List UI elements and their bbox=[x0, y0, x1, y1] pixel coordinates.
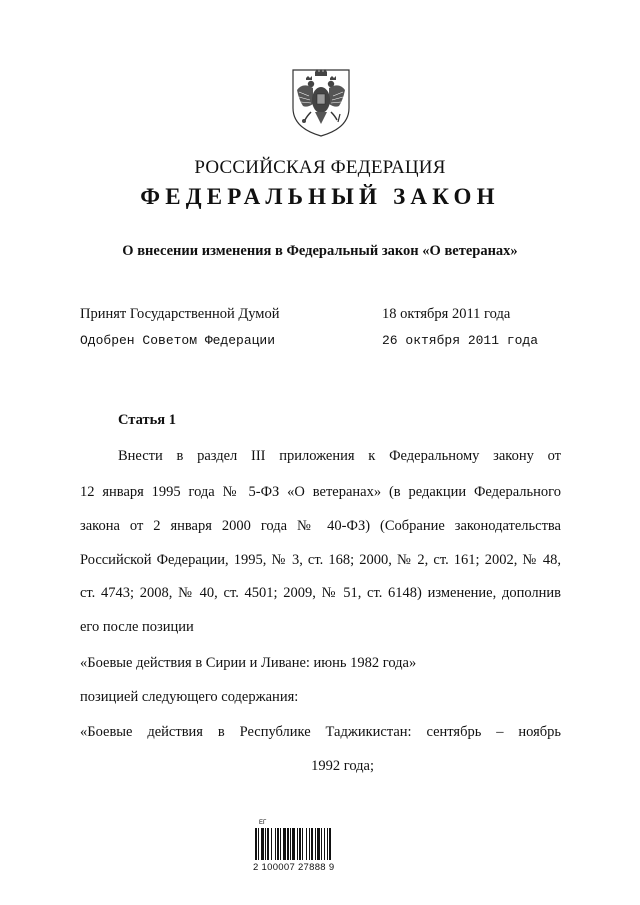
barcode-bar bbox=[297, 828, 298, 860]
barcode-bar bbox=[321, 828, 322, 860]
barcode-bar bbox=[317, 828, 320, 860]
barcode-bar bbox=[267, 828, 269, 860]
barcode-bar bbox=[271, 828, 272, 860]
barcode-bar bbox=[311, 828, 313, 860]
barcode-bar bbox=[329, 828, 331, 860]
article-line: 12 января 1995 года № 5-ФЗ «О ветеранах» (в редакции Федерального bbox=[80, 484, 561, 500]
barcode-bar bbox=[261, 828, 264, 860]
document-type: ФЕДЕРАЛЬНЫЙ ЗАКОН bbox=[140, 184, 500, 209]
adoption-date: 18 октября 2011 года bbox=[382, 306, 511, 322]
article-line: ст. 4743; 2008, № 40, ст. 4501; 2009, № 51, ст. 6148) изменение, дополнив bbox=[80, 585, 561, 601]
barcode-bar bbox=[299, 828, 301, 860]
barcode-bars bbox=[253, 828, 365, 862]
adoption-date: 26 октября 2011 года bbox=[382, 333, 539, 348]
barcode-bar bbox=[327, 828, 328, 860]
barcode-bar bbox=[287, 828, 289, 860]
barcode-bar bbox=[275, 828, 276, 860]
barcode-bar bbox=[324, 828, 325, 860]
barcode-mark: ЕГ bbox=[259, 820, 267, 826]
article-line: «Боевые действия в Сирии и Ливане: июнь 1982 года» bbox=[80, 655, 417, 671]
barcode-number: 2 100007 27888 9 bbox=[253, 862, 335, 873]
barcode-bar bbox=[292, 828, 295, 860]
article-line: Российской Федерации, 1995, № 3, ст. 168; 2000, № 2, ст. 161; 2002, № 48, bbox=[80, 552, 561, 568]
article-line: «Боевые действия в Республике Таджикистан: сентябрь – ноябрь bbox=[80, 724, 561, 740]
adoption-label: Принят Государственной Думой bbox=[80, 306, 280, 322]
article-line: закона от 2 января 2000 года № 40-ФЗ) (Собрание законодательства bbox=[80, 518, 561, 534]
barcode-bar bbox=[277, 828, 279, 860]
barcode-bar bbox=[302, 828, 303, 860]
barcode-bar bbox=[306, 828, 307, 860]
article-line: позицией следующего содержания: bbox=[80, 689, 299, 705]
barcode-bar bbox=[265, 828, 266, 860]
article-line: Внести в раздел III приложения к Федеральному закону от bbox=[118, 448, 561, 464]
barcode-bar bbox=[280, 828, 281, 860]
barcode-bar bbox=[315, 828, 316, 860]
country-name: РОССИЙСКАЯ ФЕДЕРАЦИЯ bbox=[194, 157, 446, 178]
article-line: 1992 года; bbox=[311, 758, 374, 774]
law-title: О внесении изменения в Федеральный закон «О ветеранах» bbox=[122, 243, 518, 259]
barcode-bar bbox=[258, 828, 259, 860]
barcode-bar bbox=[255, 828, 257, 860]
barcode-bar bbox=[283, 828, 286, 860]
article-line: его после позиции bbox=[80, 619, 194, 635]
article-heading: Статья 1 bbox=[118, 412, 176, 428]
coat-of-arms-icon bbox=[289, 64, 353, 138]
barcode-bar bbox=[309, 828, 310, 860]
adoption-label: Одобрен Советом Федерации bbox=[80, 333, 276, 348]
barcode-bar bbox=[290, 828, 291, 860]
